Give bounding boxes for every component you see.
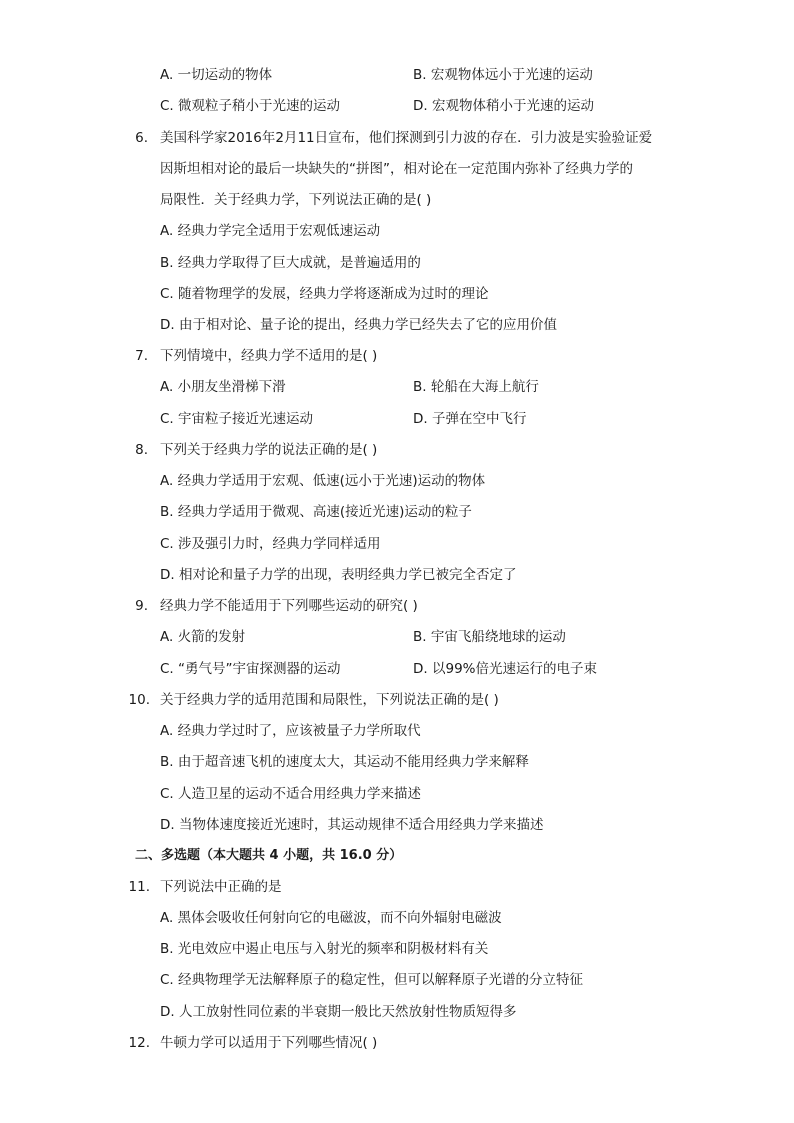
q8-option-c: C. 涉及强引力时，经典力学同样适用 (160, 536, 381, 552)
q9-option-a: A. 火箭的发射 (160, 629, 246, 645)
q6-option-d: D. 由于相对论、量子论的提出，经典力学已经失去了它的应用价值 (160, 317, 557, 333)
q6-stem-line-3: 局限性．关于经典力学，下列说法正确的是( ) (160, 192, 432, 208)
q5-option-a: A. 一切运动的物体 (160, 67, 273, 83)
q6-stem-line-2: 因斯坦相对论的最后一块缺失的“拼图”，相对论在一定范围内弥补了经典力学的 (160, 161, 633, 177)
q7-option-c: C. 宇宙粒子接近光速运动 (160, 411, 314, 427)
q11-option-a: A. 黑体会吸收任何射向它的电磁波，而不向外辐射电磁波 (160, 910, 502, 926)
q8-option-b: B. 经典力学适用于微观、高速(接近光速)运动的粒子 (160, 504, 472, 520)
q8-number: 8. (135, 442, 148, 458)
q11-option-c: C. 经典物理学无法解释原子的稳定性，但可以解释原子光谱的分立特征 (160, 972, 584, 988)
q10-option-d: D. 当物体速度接近光速时，其运动规律不适合用经典力学来描述 (160, 817, 544, 833)
q9-option-d: D. 以99%倍光速运行的电子束 (413, 661, 597, 677)
q6-stem-line-1: 美国科学家2016年2月11日宣布，他们探测到引力波的存在．引力波是实验验证爱 (160, 130, 653, 146)
q10-option-a: A. 经典力学过时了，应该被量子力学所取代 (160, 723, 421, 739)
q11-option-d: D. 人工放射性同位素的半衰期一般比天然放射性物质短得多 (160, 1004, 517, 1020)
q10-number: 10. (128, 692, 150, 708)
q8-option-d: D. 相对论和量子力学的出现，表明经典力学已被完全否定了 (160, 567, 517, 583)
q5-option-c: C. 微观粒子稍小于光速的运动 (160, 98, 341, 114)
q10-option-b: B. 由于超音速飞机的速度太大，其运动不能用经典力学来解释 (160, 754, 529, 770)
q8-option-a: A. 经典力学适用于宏观、低速(远小于光速)运动的物体 (160, 473, 486, 489)
q8-stem: 下列关于经典力学的说法正确的是( ) (160, 442, 378, 458)
q6-option-b: B. 经典力学取得了巨大成就，是普遍适用的 (160, 255, 421, 271)
q7-stem: 下列情境中，经典力学不适用的是( ) (160, 348, 378, 364)
q7-option-b: B. 轮船在大海上航行 (413, 379, 539, 395)
q5-option-d: D. 宏观物体稍小于光速的运动 (413, 98, 594, 114)
q9-option-c: C. “勇气号”宇宙探测器的运动 (160, 661, 341, 677)
q10-option-c: C. 人造卫星的运动不适合用经典力学来描述 (160, 786, 422, 802)
section-heading-multiple-choice: 二、多选题（本大题共 4 小题，共 16.0 分） (135, 848, 403, 863)
q9-stem: 经典力学不能适用于下列哪些运动的研究( ) (160, 598, 418, 614)
q6-option-a: A. 经典力学完全适用于宏观低速运动 (160, 223, 381, 239)
q7-number: 7. (135, 348, 148, 364)
q10-stem: 关于经典力学的适用范围和局限性，下列说法正确的是( ) (160, 692, 499, 708)
q6-option-c: C. 随着物理学的发展，经典力学将逐渐成为过时的理论 (160, 286, 489, 302)
q9-option-b: B. 宇宙飞船绕地球的运动 (413, 629, 566, 645)
q12-stem: 牛顿力学可以适用于下列哪些情况( ) (160, 1035, 378, 1051)
q11-number: 11. (128, 879, 150, 895)
q9-number: 9. (135, 598, 148, 614)
q5-option-b: B. 宏观物体远小于光速的运动 (413, 67, 593, 83)
q7-option-d: D. 子弹在空中飞行 (413, 411, 527, 427)
q6-number: 6. (135, 130, 148, 146)
q11-stem: 下列说法中正确的是 (160, 879, 282, 895)
q7-option-a: A. 小朋友坐滑梯下滑 (160, 379, 286, 395)
q12-number: 12. (128, 1035, 150, 1051)
q11-option-b: B. 光电效应中遏止电压与入射光的频率和阴极材料有关 (160, 941, 489, 957)
